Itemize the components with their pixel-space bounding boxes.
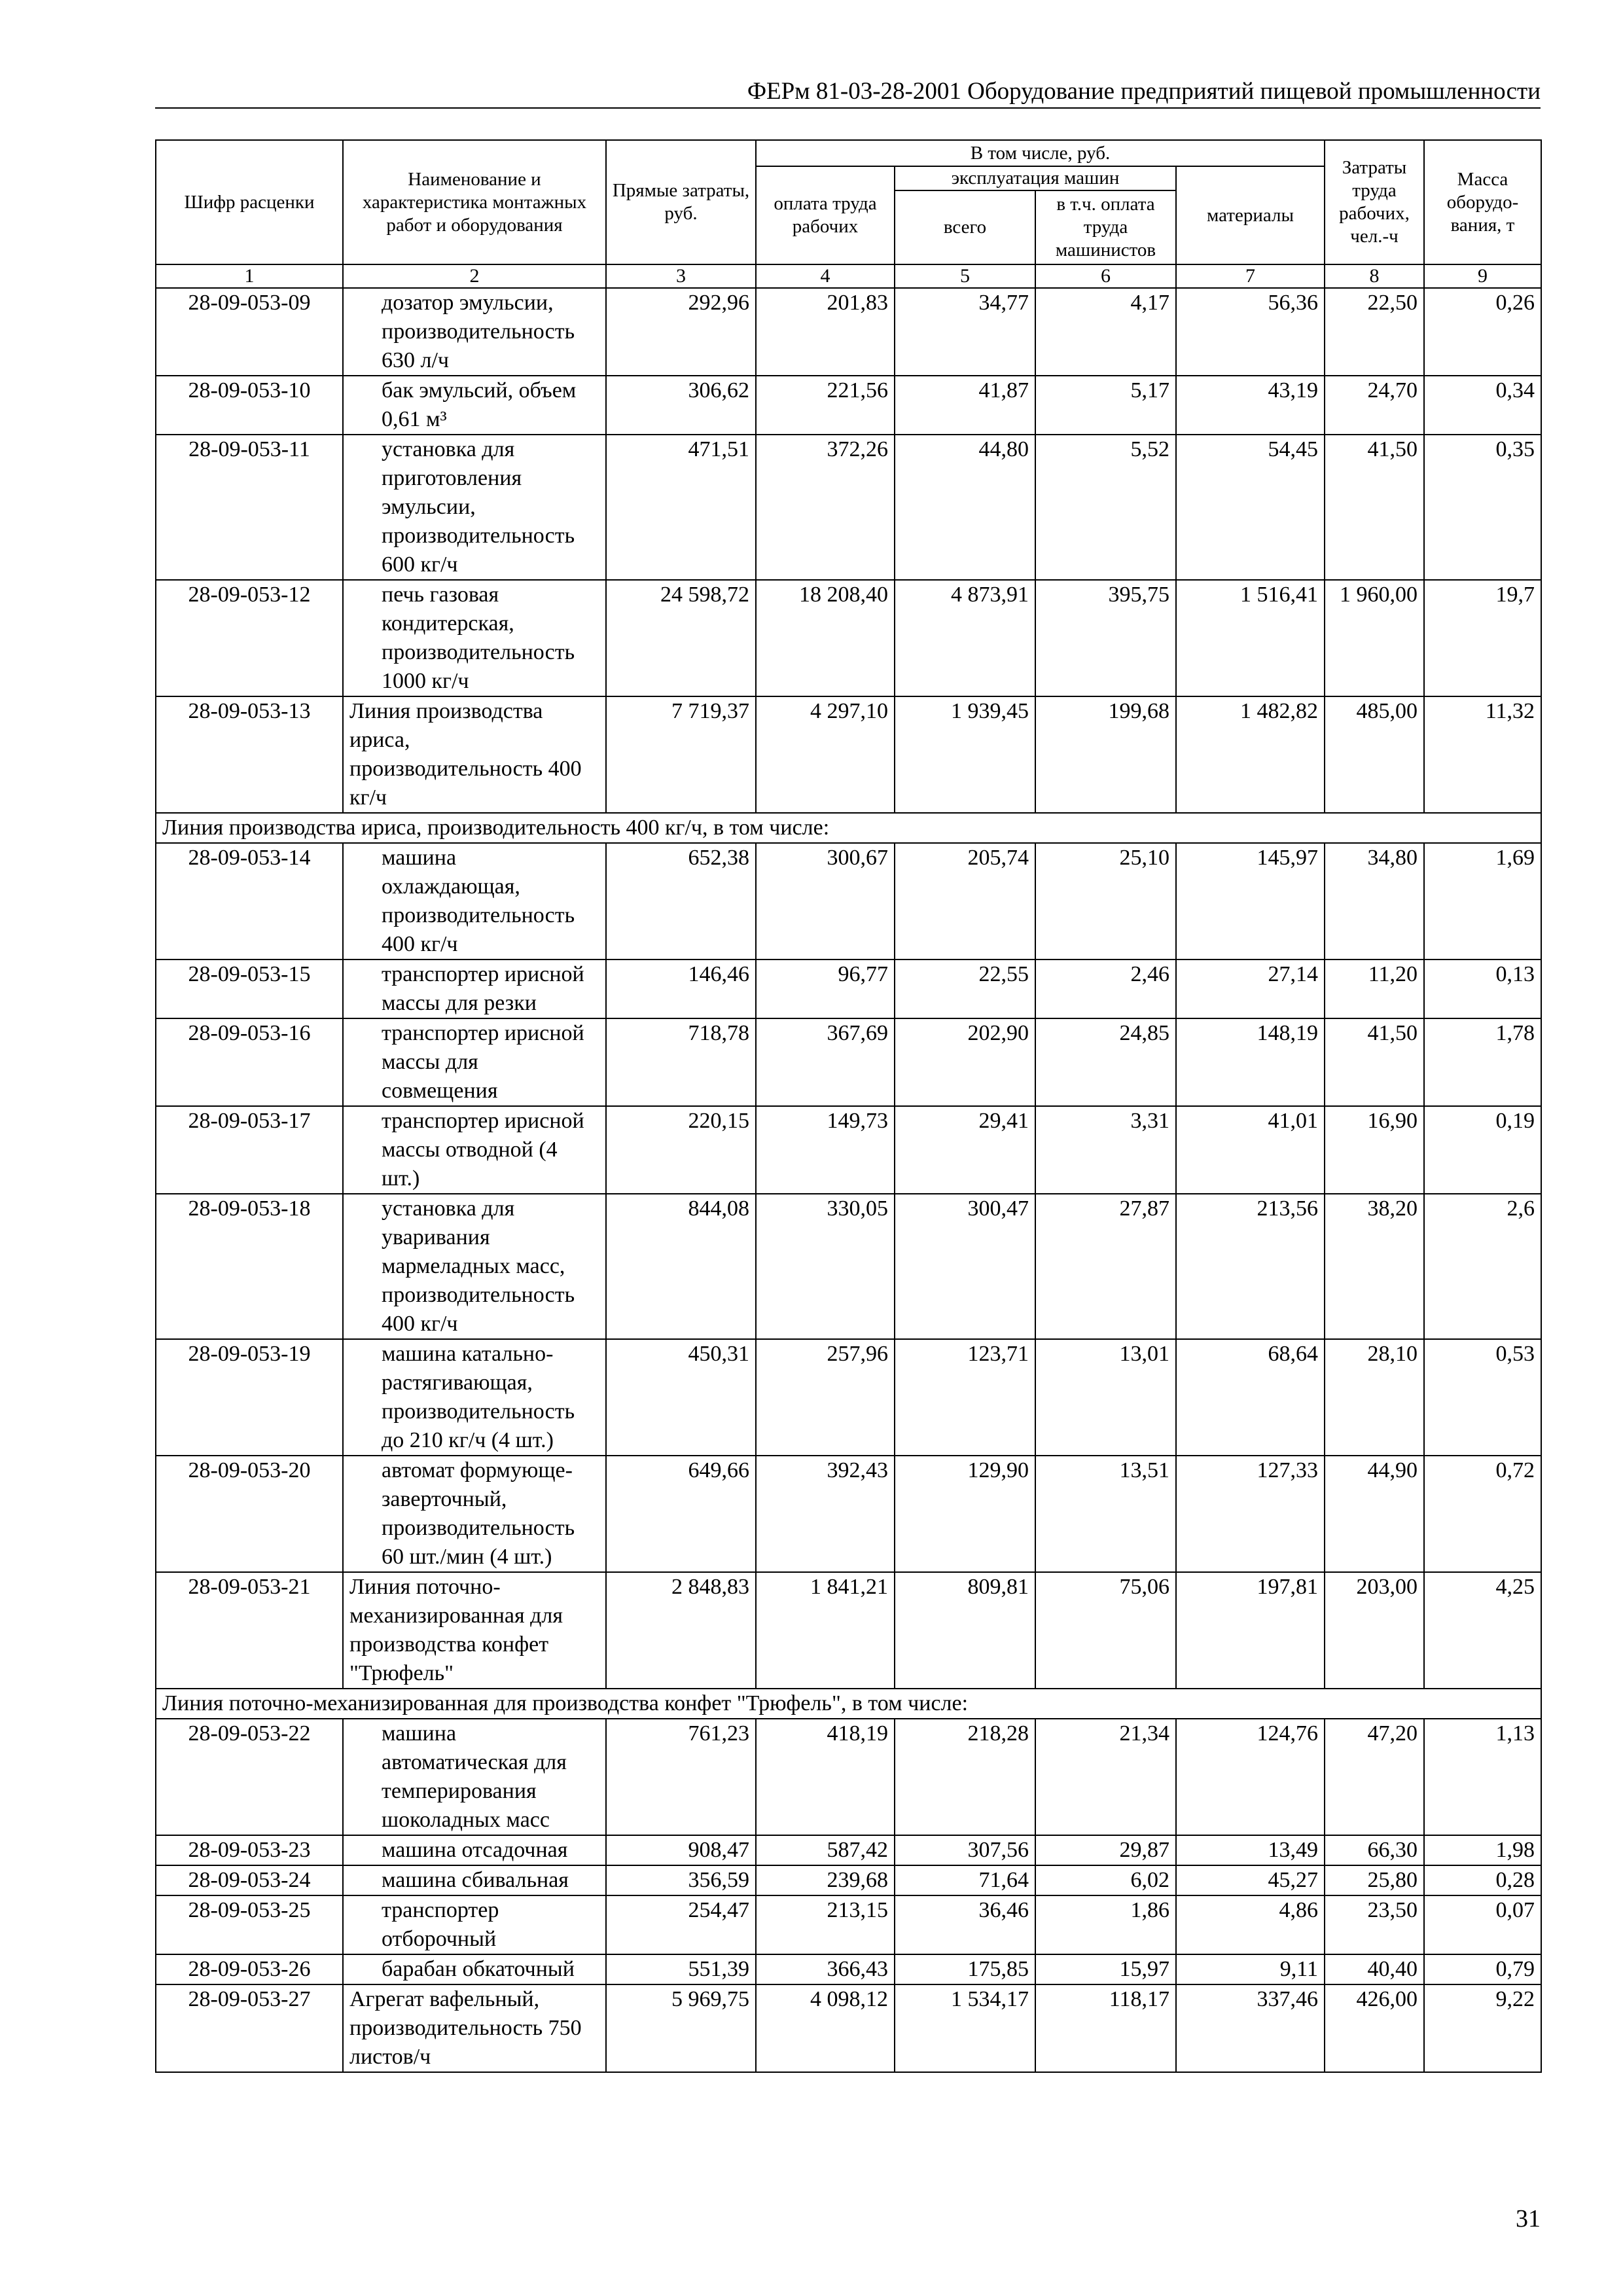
materials: 4,86 — [1176, 1895, 1325, 1954]
rates-table — [155, 139, 1542, 2073]
table-row — [156, 288, 1541, 376]
labor-hours: 23,50 — [1325, 1895, 1424, 1954]
rate-code: 28-09-053-23 — [156, 1835, 343, 1865]
page-header — [155, 73, 1541, 109]
work-name: транспортер ирисной массы для резки — [343, 960, 606, 1018]
labor-pay: 18 208,40 — [756, 580, 895, 696]
machines-total: 1 534,17 — [895, 1984, 1035, 2072]
labor-hours: 1 960,00 — [1325, 580, 1424, 696]
table-row — [156, 1954, 1541, 1984]
equipment-mass: 0,26 — [1424, 288, 1541, 376]
work-name: машина сбивальная — [343, 1865, 606, 1895]
table-row — [156, 1339, 1541, 1456]
rate-code: 28-09-053-11 — [156, 435, 343, 580]
rate-code: 28-09-053-13 — [156, 696, 343, 813]
equipment-mass: 19,7 — [1424, 580, 1541, 696]
direct-costs: 908,47 — [606, 1835, 756, 1865]
section-title: Линия поточно-механизированная для производства конфет "Трюфель", в том числе: — [156, 1689, 1541, 1719]
work-name: установка для приготовления эмульсии, производительность 600 кг/ч — [343, 435, 606, 580]
labor-pay: 201,83 — [756, 288, 895, 376]
equipment-mass: 11,32 — [1424, 696, 1541, 813]
work-name: Линия поточно-механизированная для производства конфет "Трюфель" — [343, 1572, 606, 1689]
machines-total: 202,90 — [895, 1018, 1035, 1106]
rate-code: 28-09-053-27 — [156, 1984, 343, 2072]
work-name: барабан обкаточный — [343, 1954, 606, 1984]
direct-costs: 471,51 — [606, 435, 756, 580]
labor-pay: 257,96 — [756, 1339, 895, 1456]
page-number: 31 — [1516, 2205, 1541, 2233]
machinists-pay: 395,75 — [1035, 580, 1176, 696]
labor-hours: 34,80 — [1325, 843, 1424, 960]
rate-code: 28-09-053-17 — [156, 1106, 343, 1194]
machinists-pay: 6,02 — [1035, 1865, 1176, 1895]
equipment-mass: 0,34 — [1424, 376, 1541, 435]
labor-hours: 485,00 — [1325, 696, 1424, 813]
labor-hours: 44,90 — [1325, 1456, 1424, 1572]
labor-pay: 4 297,10 — [756, 696, 895, 813]
header-labor-pay: оплата труда рабочих — [756, 166, 895, 264]
machines-total: 218,28 — [895, 1719, 1035, 1835]
labor-pay: 330,05 — [756, 1194, 895, 1339]
machines-total: 307,56 — [895, 1835, 1035, 1865]
labor-pay: 418,19 — [756, 1719, 895, 1835]
machines-total: 44,80 — [895, 435, 1035, 580]
table-row — [156, 435, 1541, 580]
equipment-mass: 0,53 — [1424, 1339, 1541, 1456]
machines-total: 41,87 — [895, 376, 1035, 435]
section-row — [156, 813, 1541, 843]
rate-code: 28-09-053-20 — [156, 1456, 343, 1572]
machines-total: 123,71 — [895, 1339, 1035, 1456]
rate-code: 28-09-053-21 — [156, 1572, 343, 1689]
direct-costs: 306,62 — [606, 376, 756, 435]
materials: 68,64 — [1176, 1339, 1325, 1456]
work-name: транспортер ирисной массы отводной (4 шт.) — [343, 1106, 606, 1194]
table-row — [156, 960, 1541, 1018]
equipment-mass: 1,78 — [1424, 1018, 1541, 1106]
rate-code: 28-09-053-10 — [156, 376, 343, 435]
header-materials: материалы — [1176, 166, 1325, 264]
document-title: ФЕРм 81-03-28-2001 Оборудование предприятий пищевой промышленности — [747, 78, 1541, 105]
labor-pay: 221,56 — [756, 376, 895, 435]
materials: 1 482,82 — [1176, 696, 1325, 813]
machinists-pay: 25,10 — [1035, 843, 1176, 960]
rate-code: 28-09-053-18 — [156, 1194, 343, 1339]
work-name: машина катально-растягивающая, производительность до 210 кг/ч (4 шт.) — [343, 1339, 606, 1456]
labor-pay: 366,43 — [756, 1954, 895, 1984]
work-name: бак эмульсий, объем 0,61 м³ — [343, 376, 606, 435]
table-row — [156, 376, 1541, 435]
materials: 148,19 — [1176, 1018, 1325, 1106]
labor-pay: 392,43 — [756, 1456, 895, 1572]
equipment-mass: 1,13 — [1424, 1719, 1541, 1835]
materials: 337,46 — [1176, 1984, 1325, 2072]
direct-costs: 652,38 — [606, 843, 756, 960]
column-number-row — [156, 264, 1541, 288]
machinists-pay: 75,06 — [1035, 1572, 1176, 1689]
header-direct-costs: Прямые затраты, руб. — [606, 140, 756, 264]
equipment-mass: 9,22 — [1424, 1984, 1541, 2072]
materials: 1 516,41 — [1176, 580, 1325, 696]
machinists-pay: 21,34 — [1035, 1719, 1176, 1835]
rate-code: 28-09-053-19 — [156, 1339, 343, 1456]
labor-pay: 149,73 — [756, 1106, 895, 1194]
rate-code: 28-09-053-25 — [156, 1895, 343, 1954]
materials: 43,19 — [1176, 376, 1325, 435]
labor-hours: 11,20 — [1325, 960, 1424, 1018]
machines-total: 175,85 — [895, 1954, 1035, 1984]
machines-total: 4 873,91 — [895, 580, 1035, 696]
labor-hours: 25,80 — [1325, 1865, 1424, 1895]
machinists-pay: 13,51 — [1035, 1456, 1176, 1572]
labor-pay: 96,77 — [756, 960, 895, 1018]
machinists-pay: 15,97 — [1035, 1954, 1176, 1984]
direct-costs: 844,08 — [606, 1194, 756, 1339]
table-row — [156, 696, 1541, 813]
table-row — [156, 1018, 1541, 1106]
direct-costs: 220,15 — [606, 1106, 756, 1194]
labor-pay: 1 841,21 — [756, 1572, 895, 1689]
direct-costs: 2 848,83 — [606, 1572, 756, 1689]
equipment-mass: 0,35 — [1424, 435, 1541, 580]
machines-total: 34,77 — [895, 288, 1035, 376]
table-row — [156, 843, 1541, 960]
work-name: машина отсадочная — [343, 1835, 606, 1865]
equipment-mass: 4,25 — [1424, 1572, 1541, 1689]
table-row — [156, 1456, 1541, 1572]
header-machines-total: всего — [895, 190, 1035, 264]
equipment-mass: 0,19 — [1424, 1106, 1541, 1194]
direct-costs: 356,59 — [606, 1865, 756, 1895]
rate-code: 28-09-053-12 — [156, 580, 343, 696]
table-row — [156, 1835, 1541, 1865]
table-row — [156, 580, 1541, 696]
labor-pay: 300,67 — [756, 843, 895, 960]
labor-pay: 4 098,12 — [756, 1984, 895, 2072]
equipment-mass: 0,79 — [1424, 1954, 1541, 1984]
labor-pay: 213,15 — [756, 1895, 895, 1954]
column-number: 2 — [343, 264, 606, 288]
work-name: дозатор эмульсии, производительность 630 л/ч — [343, 288, 606, 376]
header-labor-hours: Затраты труда рабочих, чел.-ч — [1325, 140, 1424, 264]
labor-hours: 41,50 — [1325, 435, 1424, 580]
labor-pay: 372,26 — [756, 435, 895, 580]
machinists-pay: 199,68 — [1035, 696, 1176, 813]
header-machinists-pay: в т.ч. оплата труда машинистов — [1035, 190, 1176, 264]
direct-costs: 292,96 — [606, 288, 756, 376]
equipment-mass: 1,69 — [1424, 843, 1541, 960]
work-name: машина автоматическая для темперирования шоколадных масс — [343, 1719, 606, 1835]
labor-hours: 66,30 — [1325, 1835, 1424, 1865]
materials: 56,36 — [1176, 288, 1325, 376]
direct-costs: 761,23 — [606, 1719, 756, 1835]
materials: 127,33 — [1176, 1456, 1325, 1572]
column-number: 1 — [156, 264, 343, 288]
rate-code: 28-09-053-22 — [156, 1719, 343, 1835]
direct-costs: 551,39 — [606, 1954, 756, 1984]
machinists-pay: 1,86 — [1035, 1895, 1176, 1954]
machinists-pay: 27,87 — [1035, 1194, 1176, 1339]
equipment-mass: 0,13 — [1424, 960, 1541, 1018]
labor-hours: 40,40 — [1325, 1954, 1424, 1984]
rate-code: 28-09-053-24 — [156, 1865, 343, 1895]
work-name: Агрегат вафельный, производительность 750 листов/ч — [343, 1984, 606, 2072]
machines-total: 205,74 — [895, 843, 1035, 960]
column-number: 6 — [1035, 264, 1176, 288]
labor-hours: 203,00 — [1325, 1572, 1424, 1689]
machines-total: 300,47 — [895, 1194, 1035, 1339]
machines-total: 809,81 — [895, 1572, 1035, 1689]
column-number: 8 — [1325, 264, 1424, 288]
materials: 41,01 — [1176, 1106, 1325, 1194]
materials: 45,27 — [1176, 1865, 1325, 1895]
materials: 145,97 — [1176, 843, 1325, 960]
machinists-pay: 118,17 — [1035, 1984, 1176, 2072]
machinists-pay: 5,52 — [1035, 435, 1176, 580]
direct-costs: 24 598,72 — [606, 580, 756, 696]
rate-code: 28-09-053-09 — [156, 288, 343, 376]
materials: 213,56 — [1176, 1194, 1325, 1339]
materials: 197,81 — [1176, 1572, 1325, 1689]
machines-total: 71,64 — [895, 1865, 1035, 1895]
machinists-pay: 4,17 — [1035, 288, 1176, 376]
direct-costs: 450,31 — [606, 1339, 756, 1456]
equipment-mass: 0,07 — [1424, 1895, 1541, 1954]
machines-total: 22,55 — [895, 960, 1035, 1018]
labor-hours: 28,10 — [1325, 1339, 1424, 1456]
section-row — [156, 1689, 1541, 1719]
equipment-mass: 2,6 — [1424, 1194, 1541, 1339]
materials: 54,45 — [1176, 435, 1325, 580]
column-number: 7 — [1176, 264, 1325, 288]
materials: 124,76 — [1176, 1719, 1325, 1835]
rate-code: 28-09-053-15 — [156, 960, 343, 1018]
direct-costs: 649,66 — [606, 1456, 756, 1572]
table-row — [156, 1572, 1541, 1689]
work-name: установка для уваривания мармеладных масс, производительность 400 кг/ч — [343, 1194, 606, 1339]
direct-costs: 146,46 — [606, 960, 756, 1018]
direct-costs: 5 969,75 — [606, 1984, 756, 2072]
materials: 9,11 — [1176, 1954, 1325, 1984]
machines-total: 129,90 — [895, 1456, 1035, 1572]
header-equipment-mass: Масса оборудо-вания, т — [1424, 140, 1541, 264]
machines-total: 29,41 — [895, 1106, 1035, 1194]
work-name: транспортер ирисной массы для совмещения — [343, 1018, 606, 1106]
direct-costs: 254,47 — [606, 1895, 756, 1954]
machinists-pay: 2,46 — [1035, 960, 1176, 1018]
labor-hours: 426,00 — [1325, 1984, 1424, 2072]
materials: 13,49 — [1176, 1835, 1325, 1865]
labor-pay: 587,42 — [756, 1835, 895, 1865]
machinists-pay: 3,31 — [1035, 1106, 1176, 1194]
column-number: 5 — [895, 264, 1035, 288]
machines-total: 1 939,45 — [895, 696, 1035, 813]
table-row — [156, 1719, 1541, 1835]
table-row — [156, 1865, 1541, 1895]
column-number: 4 — [756, 264, 895, 288]
table-row — [156, 1194, 1541, 1339]
header-including: В том числе, руб. — [756, 140, 1325, 166]
table-body — [156, 288, 1541, 2072]
machinists-pay: 29,87 — [1035, 1835, 1176, 1865]
work-name: машина охлаждающая, производительность 400 кг/ч — [343, 843, 606, 960]
labor-hours: 38,20 — [1325, 1194, 1424, 1339]
section-title: Линия производства ириса, производительность 400 кг/ч, в том числе: — [156, 813, 1541, 843]
machinists-pay: 5,17 — [1035, 376, 1176, 435]
equipment-mass: 0,72 — [1424, 1456, 1541, 1572]
labor-hours: 24,70 — [1325, 376, 1424, 435]
table-row — [156, 1895, 1541, 1954]
labor-pay: 367,69 — [756, 1018, 895, 1106]
work-name: автомат формующе-заверточный, производительность 60 шт./мин (4 шт.) — [343, 1456, 606, 1572]
labor-hours: 22,50 — [1325, 288, 1424, 376]
work-name: Линия производства ириса, производительность 400 кг/ч — [343, 696, 606, 813]
table-row — [156, 1984, 1541, 2072]
labor-hours: 47,20 — [1325, 1719, 1424, 1835]
machinists-pay: 13,01 — [1035, 1339, 1176, 1456]
machinists-pay: 24,85 — [1035, 1018, 1176, 1106]
direct-costs: 718,78 — [606, 1018, 756, 1106]
column-number: 3 — [606, 264, 756, 288]
machines-total: 36,46 — [895, 1895, 1035, 1954]
rate-code: 28-09-053-14 — [156, 843, 343, 960]
materials: 27,14 — [1176, 960, 1325, 1018]
labor-hours: 41,50 — [1325, 1018, 1424, 1106]
rate-code: 28-09-053-16 — [156, 1018, 343, 1106]
equipment-mass: 1,98 — [1424, 1835, 1541, 1865]
header-code: Шифр расценки — [156, 140, 343, 264]
table-header — [156, 140, 1541, 288]
header-name: Наименование и характеристика монтажных работ и оборудования — [343, 140, 606, 264]
header-machine-operation: эксплуатация машин — [895, 166, 1176, 190]
rate-code: 28-09-053-26 — [156, 1954, 343, 1984]
equipment-mass: 0,28 — [1424, 1865, 1541, 1895]
labor-hours: 16,90 — [1325, 1106, 1424, 1194]
column-number: 9 — [1424, 264, 1541, 288]
work-name: транспортер отборочный — [343, 1895, 606, 1954]
work-name: печь газовая кондитерская, производительность 1000 кг/ч — [343, 580, 606, 696]
table-row — [156, 1106, 1541, 1194]
direct-costs: 7 719,37 — [606, 696, 756, 813]
labor-pay: 239,68 — [756, 1865, 895, 1895]
